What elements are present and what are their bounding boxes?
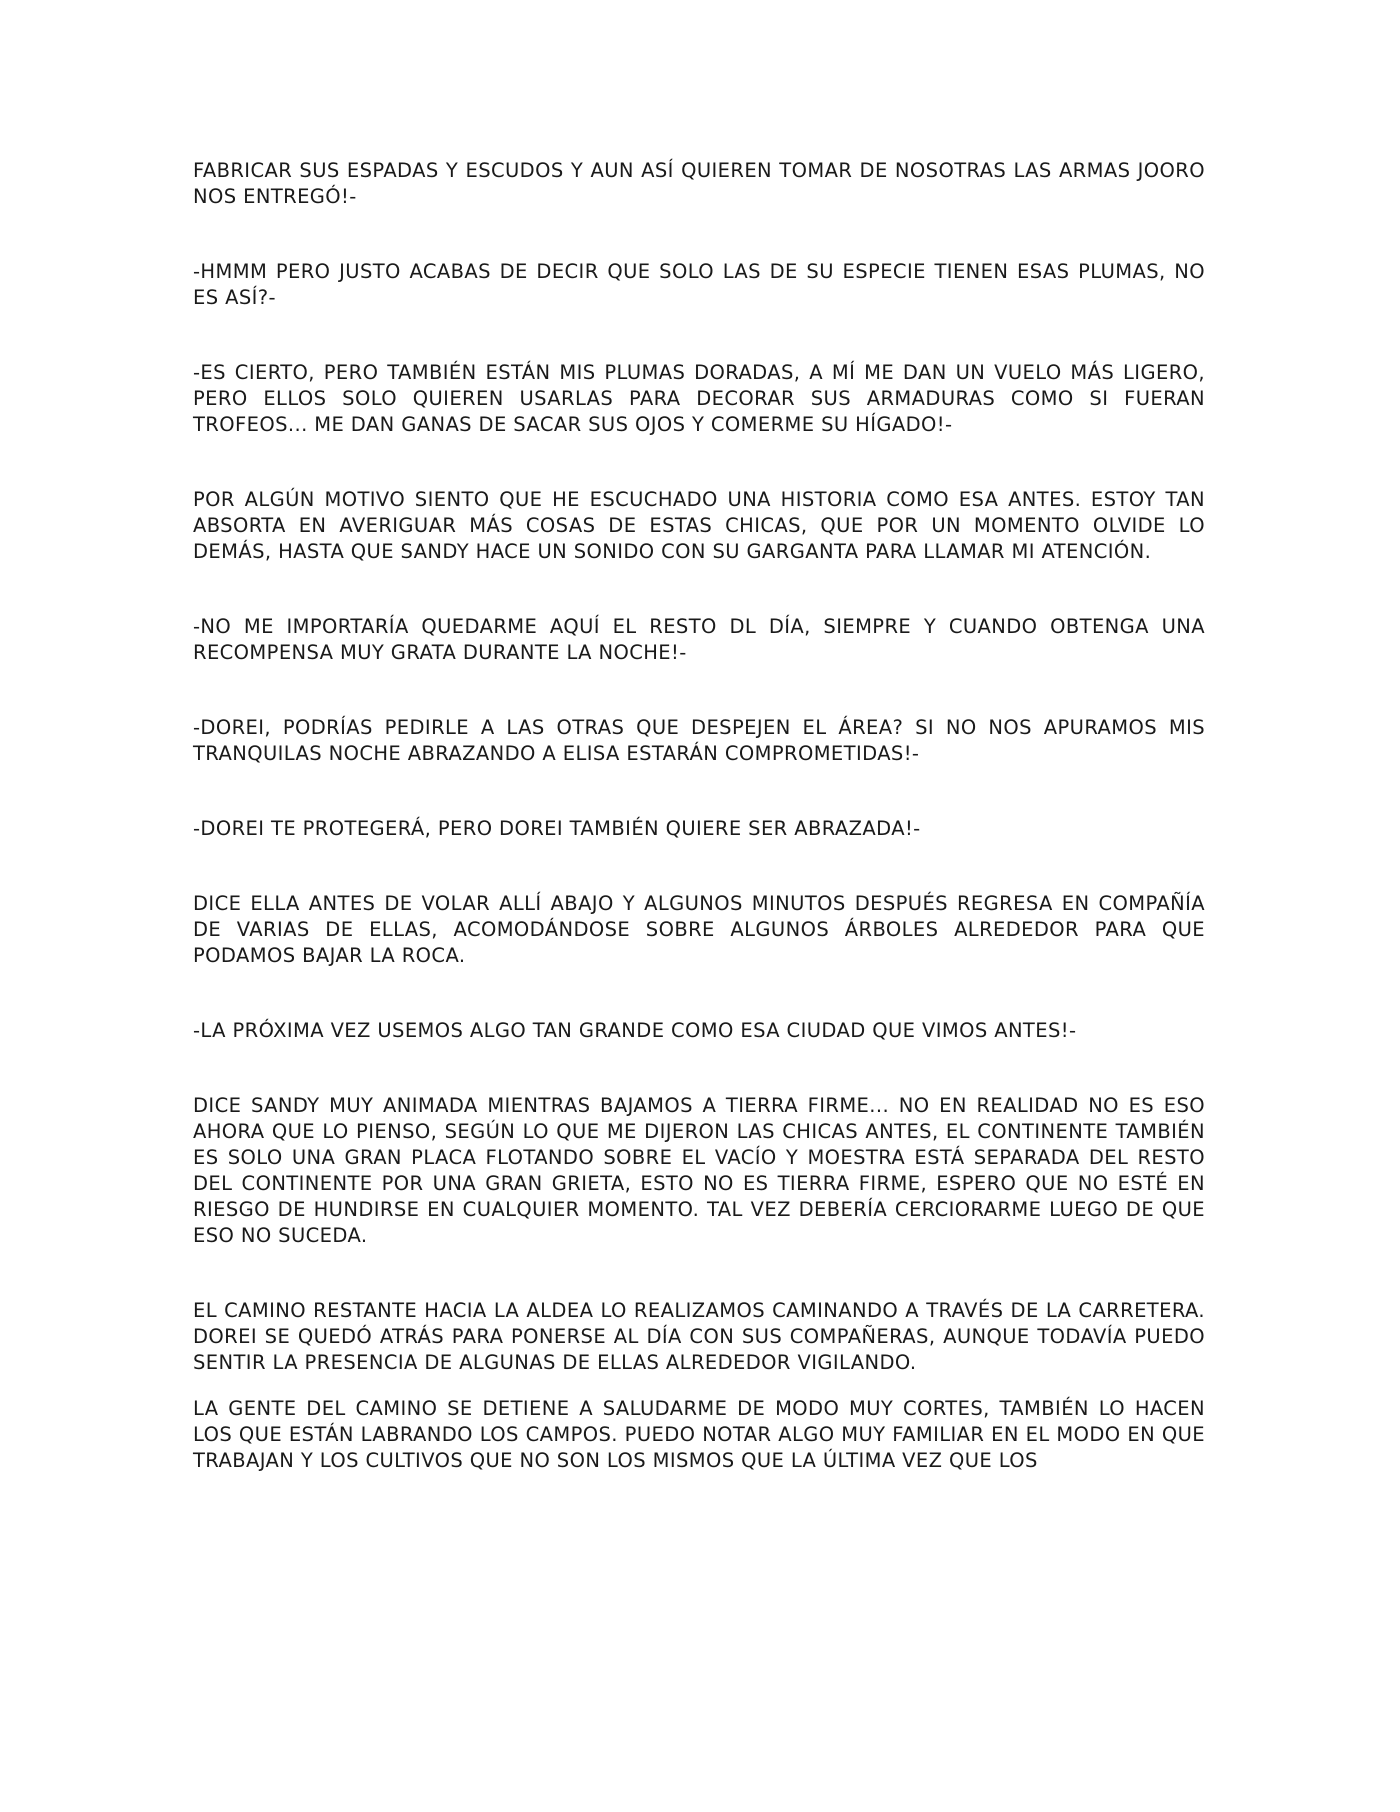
paragraph-9: -LA PRÓXIMA VEZ USEMOS ALGO TAN GRANDE COMO ESA CIUDAD QUE VIMOS ANTES!- [193,1019,1077,1042]
text-column [193,158,1205,1474]
paragraph-8: DICE ELLA ANTES DE VOLAR ALLÍ ABAJO Y ALGUNOS MINUTOS DESPUÉS REGRESA EN COMPAÑÍA DE VARIAS DE ELLAS, ACOMODÁNDOSE SOBRE ALGUNOS ÁRBOLES ALREDEDOR PARA QUE PODAMOS BAJAR LA ROCA. [193,892,1205,967]
paragraph-6: -DOREI, PODRÍAS PEDIRLE A LAS OTRAS QUE DESPEJEN EL ÁREA? SI NO NOS APURAMOS MIS TRANQUILAS NOCHE ABRAZANDO A ELISA ESTARÁN COMPROMETIDAS!- [193,716,1205,765]
paragraph-3: -ES CIERTO, PERO TAMBIÉN ESTÁN MIS PLUMAS DORADAS, A MÍ ME DAN UN VUELO MÁS LIGERO, PERO ELLOS SOLO QUIEREN USARLAS PARA DECORAR SUS ARMADURAS COMO SI FUERAN TROFEOS... ME DAN GANAS DE SACAR SUS OJOS Y COMERME SU HÍGADO!- [193,361,1205,436]
paragraph-5: -NO ME IMPORTARÍA QUEDARME AQUÍ EL RESTO DL DÍA, SIEMPRE Y CUANDO OBTENGA UNA RECOMPENSA MUY GRATA DURANTE LA NOCHE!- [193,615,1205,664]
paragraph-4: POR ALGÚN MOTIVO SIENTO QUE HE ESCUCHADO UNA HISTORIA COMO ESA ANTES. ESTOY TAN ABSORTA EN AVERIGUAR MÁS COSAS DE ESTAS CHICAS, QUE POR UN MOMENTO OLVIDE LO DEMÁS, HASTA QUE SANDY HACE UN SONIDO CON SU GARGANTA PARA LLAMAR MI ATENCIÓN. [193,488,1205,563]
paragraph-11: EL CAMINO RESTANTE HACIA LA ALDEA LO REALIZAMOS CAMINANDO A TRAVÉS DE LA CARRETERA. DOREI SE QUEDÓ ATRÁS PARA PONERSE AL DÍA CON SUS COMPAÑERAS, AUNQUE TODAVÍA PUEDO SENTIR LA PRESENCIA DE ALGUNAS DE ELLAS ALREDEDOR VIGILANDO. [193,1299,1205,1374]
paragraph-10: DICE SANDY MUY ANIMADA MIENTRAS BAJAMOS A TIERRA FIRME... NO EN REALIDAD NO ES ESO AHORA QUE LO PIENSO, SEGÚN LO QUE ME DIJERON LAS CHICAS ANTES, EL CONTINENTE TAMBIÉN ES SOLO UNA GRAN PLACA FLOTANDO SOBRE EL VACÍO Y MOESTRA ESTÁ SEPARADA DEL RESTO DEL CONTINENTE POR UNA GRAN GRIETA, ESTO NO ES TIERRA FIRME, ESPERO QUE NO ESTÉ EN RIESGO DE HUNDIRSE EN CUALQUIER MOMENTO. TAL VEZ DEBERÍA CERCIORARME LUEGO DE QUE ESO NO SUCEDA. [193,1094,1205,1247]
paragraph-7: -DOREI TE PROTEGERÁ, PERO DOREI TAMBIÉN QUIERE SER ABRAZADA!- [193,817,921,840]
paragraph-12: LA GENTE DEL CAMINO SE DETIENE A SALUDARME DE MODO MUY CORTES, TAMBIÉN LO HACEN LOS QUE ESTÁN LABRANDO LOS CAMPOS. PUEDO NOTAR ALGO MUY FAMILIAR EN EL MODO EN QUE TRABAJAN Y LOS CULTIVOS QUE NO SON LOS MISMOS QUE LA ÚLTIMA VEZ QUE LOS [193,1397,1205,1472]
paragraph-1: FABRICAR SUS ESPADAS Y ESCUDOS Y AUN ASÍ QUIEREN TOMAR DE NOSOTRAS LAS ARMAS JOORO NOS ENTREGÓ!- [193,159,1205,208]
paragraph-2: -HMMM PERO JUSTO ACABAS DE DECIR QUE SOLO LAS DE SU ESPECIE TIENEN ESAS PLUMAS, NO ES ASÍ?- [193,260,1205,309]
